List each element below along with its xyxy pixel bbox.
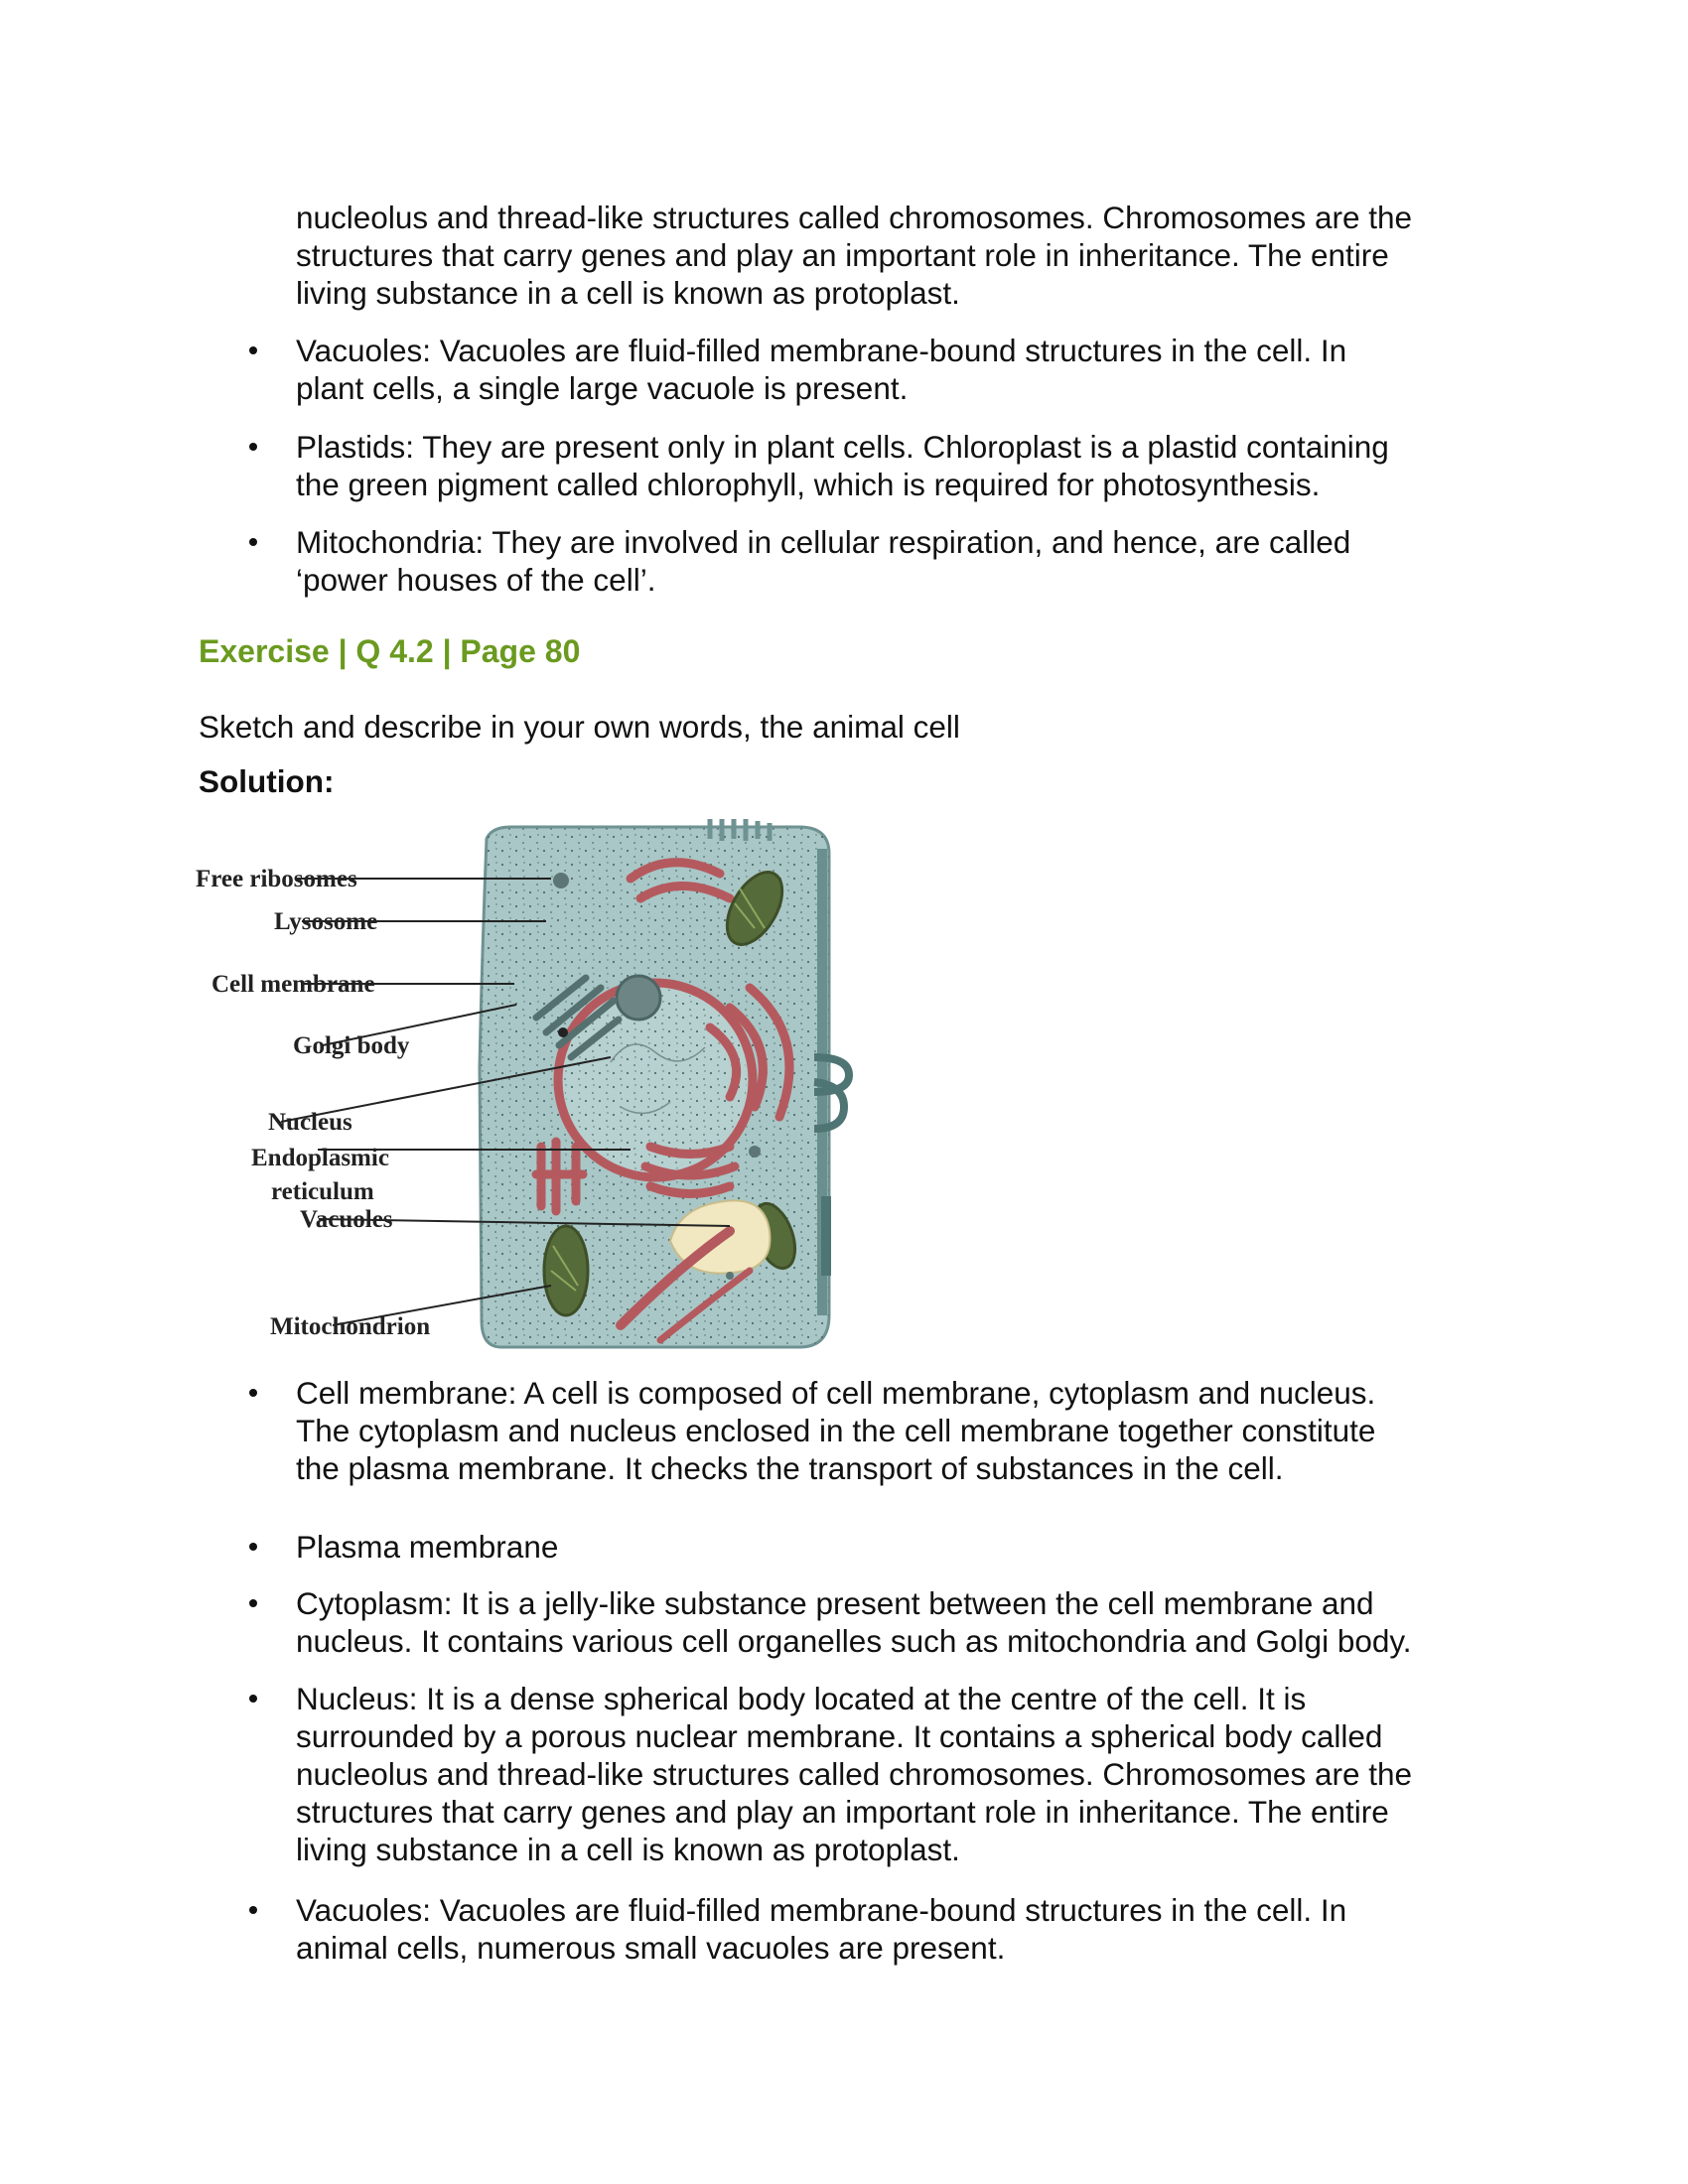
label-er-line2: reticulum [271,1178,374,1205]
text-line: nucleolus and thread-like structures called chromosomes. Chromosomes are the [296,200,1413,235]
bullet-mitochondria [296,523,1517,599]
bullet-plastids [296,428,1517,503]
bullet-icon [249,346,257,354]
bullet-vacuoles-plant [296,332,1517,407]
bullet-icon [249,538,257,546]
bullet-icon [249,1695,257,1703]
text-line: plant cells, a single large vacuole is present. [296,370,909,406]
exercise-heading: Exercise | Q 4.2 | Page 80 [199,633,581,669]
bullet-icon [249,1599,257,1607]
text-line: Plastids: They are present only in plant cells. Chloroplast is a plastid containing [296,429,1389,465]
text-line: living substance in a cell is known as protoplast. [296,275,960,311]
text-line: Plasma membrane [296,1529,559,1565]
bullet-icon [249,1906,257,1914]
bullet-cell-membrane [296,1374,1517,1487]
bullet-nucleus [296,1680,1517,1868]
bullet-cytoplasm [296,1584,1517,1660]
bullet-icon [249,1389,257,1397]
question-text: Sketch and describe in your own words, the animal cell [199,709,960,745]
bullet-vacuoles-animal [296,1891,1517,1967]
text-line: animal cells, numerous small vacuoles are present. [296,1930,1006,1966]
solution-label: Solution: [199,763,335,799]
label-lysosome: Lysosome [274,908,378,935]
label-free-ribosomes: Free ribosomes [196,866,357,892]
label-cell-membrane: Cell membrane [211,971,375,998]
text-line: living substance in a cell is known as protoplast. [296,1832,960,1867]
bullet-icon [249,1543,257,1551]
text-line: structures that carry genes and play an important role in inheritance. The entire [296,237,1389,273]
text-line: Mitochondria: They are involved in cellular respiration, and hence, are called [296,524,1351,560]
text-line: nucleolus and thread-like structures called chromosomes. Chromosomes are the [296,1756,1413,1792]
bullet-plasma-membrane [296,1528,1517,1566]
text-line: nucleus. It contains various cell organelles such as mitochondria and Golgi body. [296,1623,1412,1659]
continuation-paragraph [296,199,1517,312]
animal-cell-diagram [194,819,889,1360]
text-line: Nucleus: It is a dense spherical body located at the centre of the cell. It is [296,1681,1307,1716]
text-line: Vacuoles: Vacuoles are fluid-filled membrane-bound structures in the cell. In [296,1892,1347,1928]
text-line: surrounded by a porous nuclear membrane. It contains a spherical body called [296,1718,1383,1754]
label-mitochondrion: Mitochondrion [270,1313,431,1340]
text-line: the green pigment called chlorophyll, which is required for photosynthesis. [296,467,1321,502]
text-line: Cell membrane: A cell is composed of cell membrane, cytoplasm and nucleus. [296,1375,1376,1411]
label-golgi-body: Golgi body [293,1032,410,1059]
cell-junction [814,849,849,1315]
text-line: The cytoplasm and nucleus enclosed in the cell membrane together constitute [296,1413,1376,1448]
text-line: Vacuoles: Vacuoles are fluid-filled membrane-bound structures in the cell. In [296,333,1347,368]
text-line: the plasma membrane. It checks the transport of substances in the cell. [296,1450,1284,1486]
bullet-icon [249,443,257,451]
label-er-line1: Endoplasmic [251,1145,389,1171]
label-nucleus: Nucleus [268,1109,352,1136]
text-line: structures that carry genes and play an important role in inheritance. The entire [296,1794,1389,1830]
label-vacuoles: Vacuoles [300,1206,393,1233]
text-line: ‘power houses of the cell’. [296,562,656,598]
text-line: Cytoplasm: It is a jelly-like substance present between the cell membrane and [296,1585,1374,1621]
